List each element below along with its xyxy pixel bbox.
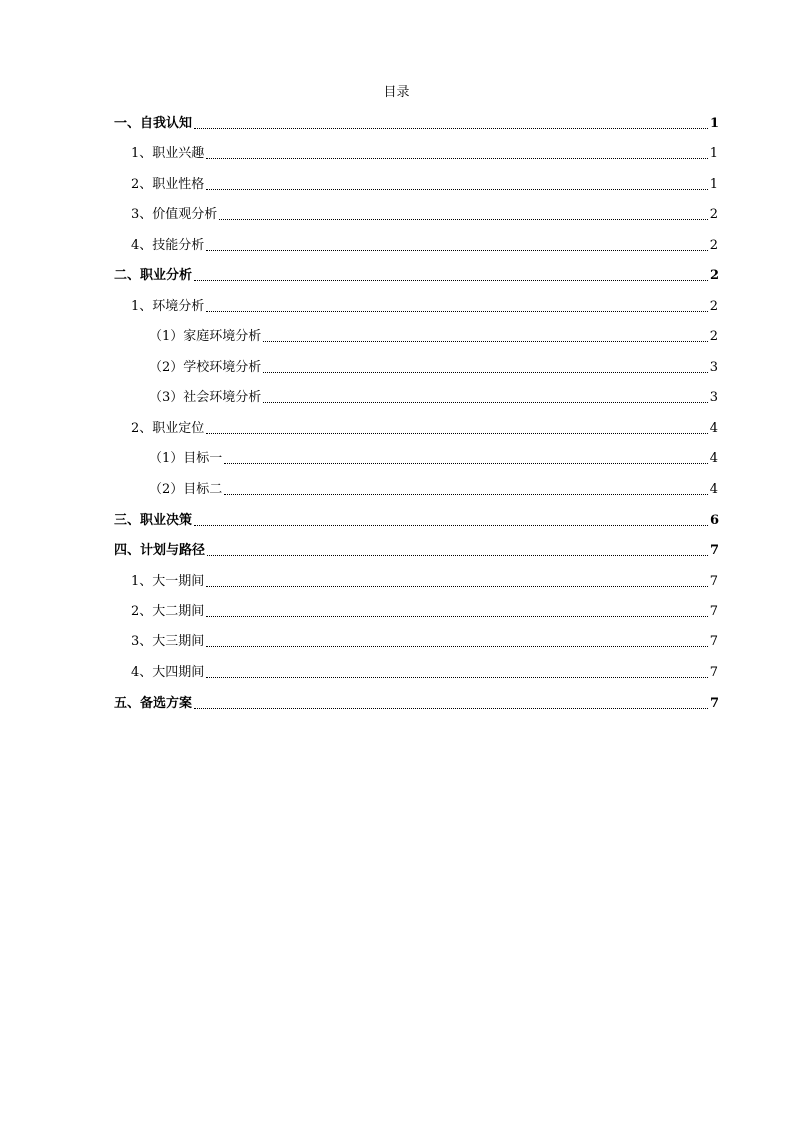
toc-page-number: 2	[709, 238, 718, 253]
toc-page-number: 4	[709, 451, 718, 466]
dot-leader	[263, 341, 707, 342]
toc-page-number: 6	[709, 513, 719, 528]
toc-entry-environment-analysis[interactable]	[131, 297, 718, 317]
toc-page-number: 1	[709, 177, 718, 192]
toc-entry-career-personality[interactable]	[131, 175, 718, 195]
toc-entry-senior-year[interactable]	[131, 663, 718, 683]
toc-entry-label: 3、价值观分析	[131, 207, 218, 222]
toc-entry-label: 1、环境分析	[131, 299, 205, 314]
toc-entry-label: 三、职业决策	[114, 513, 193, 528]
toc-entry-label: 五、备选方案	[114, 696, 193, 711]
toc-entry-label: 4、技能分析	[131, 238, 205, 253]
toc-entry-goal-one[interactable]	[149, 449, 718, 469]
toc-entry-label: 2、职业性格	[131, 177, 205, 192]
toc-entry-label: 2、职业定位	[131, 421, 205, 436]
toc-entry-career-positioning[interactable]	[131, 419, 718, 439]
toc-page-number: 1	[709, 146, 718, 161]
toc-page-number: 4	[709, 421, 718, 436]
toc-entry-label: 1、大一期间	[131, 574, 205, 589]
toc-entry-label: （2）学校环境分析	[149, 360, 262, 375]
toc-entry-label: （1）目标一	[149, 451, 223, 466]
toc-entry-career-interest[interactable]	[131, 144, 718, 164]
toc-entry-school-environment[interactable]	[149, 358, 718, 378]
toc-page-number: 7	[709, 604, 718, 619]
toc-page-number: 1	[709, 116, 719, 131]
dot-leader	[206, 189, 707, 190]
toc-entry-values-analysis[interactable]	[131, 205, 718, 225]
dot-leader	[206, 433, 707, 434]
toc-entry-plan-and-path[interactable]	[114, 541, 719, 561]
toc-entry-career-analysis[interactable]	[114, 266, 719, 286]
toc-entry-career-decision[interactable]	[114, 511, 719, 531]
dot-leader	[194, 525, 708, 526]
dot-leader	[263, 372, 707, 373]
toc-page-number: 7	[709, 574, 718, 589]
dot-leader	[224, 494, 707, 495]
toc-entry-social-environment[interactable]	[149, 388, 718, 408]
dot-leader	[194, 280, 708, 281]
toc-page-number: 3	[709, 390, 718, 405]
toc-page-number: 2	[709, 268, 719, 283]
toc-page-number: 3	[709, 360, 718, 375]
dot-leader	[263, 402, 707, 403]
toc-entry-label: （2）目标二	[149, 482, 223, 497]
toc-entry-label: 二、职业分析	[114, 268, 193, 283]
toc-entry-goal-two[interactable]	[149, 480, 718, 500]
toc-page-number: 2	[709, 329, 718, 344]
dot-leader	[206, 250, 707, 251]
toc-entry-skills-analysis[interactable]	[131, 236, 718, 256]
dot-leader	[194, 708, 708, 709]
toc-page-number: 7	[709, 696, 719, 711]
toc-page-number: 2	[709, 207, 718, 222]
toc-entry-freshman-year[interactable]	[131, 572, 718, 592]
dot-leader	[206, 311, 707, 312]
toc-entry-label: 一、自我认知	[114, 116, 193, 131]
toc-entry-label: 1、职业兴趣	[131, 146, 205, 161]
toc-page-number: 7	[709, 634, 718, 649]
toc-title: 目录	[383, 85, 410, 100]
dot-leader	[206, 646, 707, 647]
toc-entry-junior-year[interactable]	[131, 632, 718, 652]
toc-page-number: 2	[709, 299, 718, 314]
dot-leader	[219, 219, 707, 220]
toc-entry-sophomore-year[interactable]	[131, 602, 718, 622]
toc-entry-alternative-plan[interactable]	[114, 694, 719, 714]
toc-entry-label: （3）社会环境分析	[149, 390, 262, 405]
dot-leader	[206, 158, 707, 159]
toc-entry-label: 2、大二期间	[131, 604, 205, 619]
toc-entry-label: 4、大四期间	[131, 665, 205, 680]
toc-entry-label: 3、大三期间	[131, 634, 205, 649]
toc-entry-self-cognition[interactable]	[114, 114, 719, 134]
dot-leader	[194, 128, 708, 129]
dot-leader	[206, 677, 707, 678]
dot-leader	[206, 586, 707, 587]
toc-page-number: 7	[709, 665, 718, 680]
dot-leader	[224, 463, 707, 464]
toc-entry-label: 四、计划与路径	[114, 543, 206, 558]
toc-entry-family-environment[interactable]	[149, 327, 718, 347]
dot-leader	[206, 616, 707, 617]
toc-page-number: 4	[709, 482, 718, 497]
toc-entry-label: （1）家庭环境分析	[149, 329, 262, 344]
dot-leader	[207, 555, 708, 556]
toc-page-number: 7	[709, 543, 719, 558]
